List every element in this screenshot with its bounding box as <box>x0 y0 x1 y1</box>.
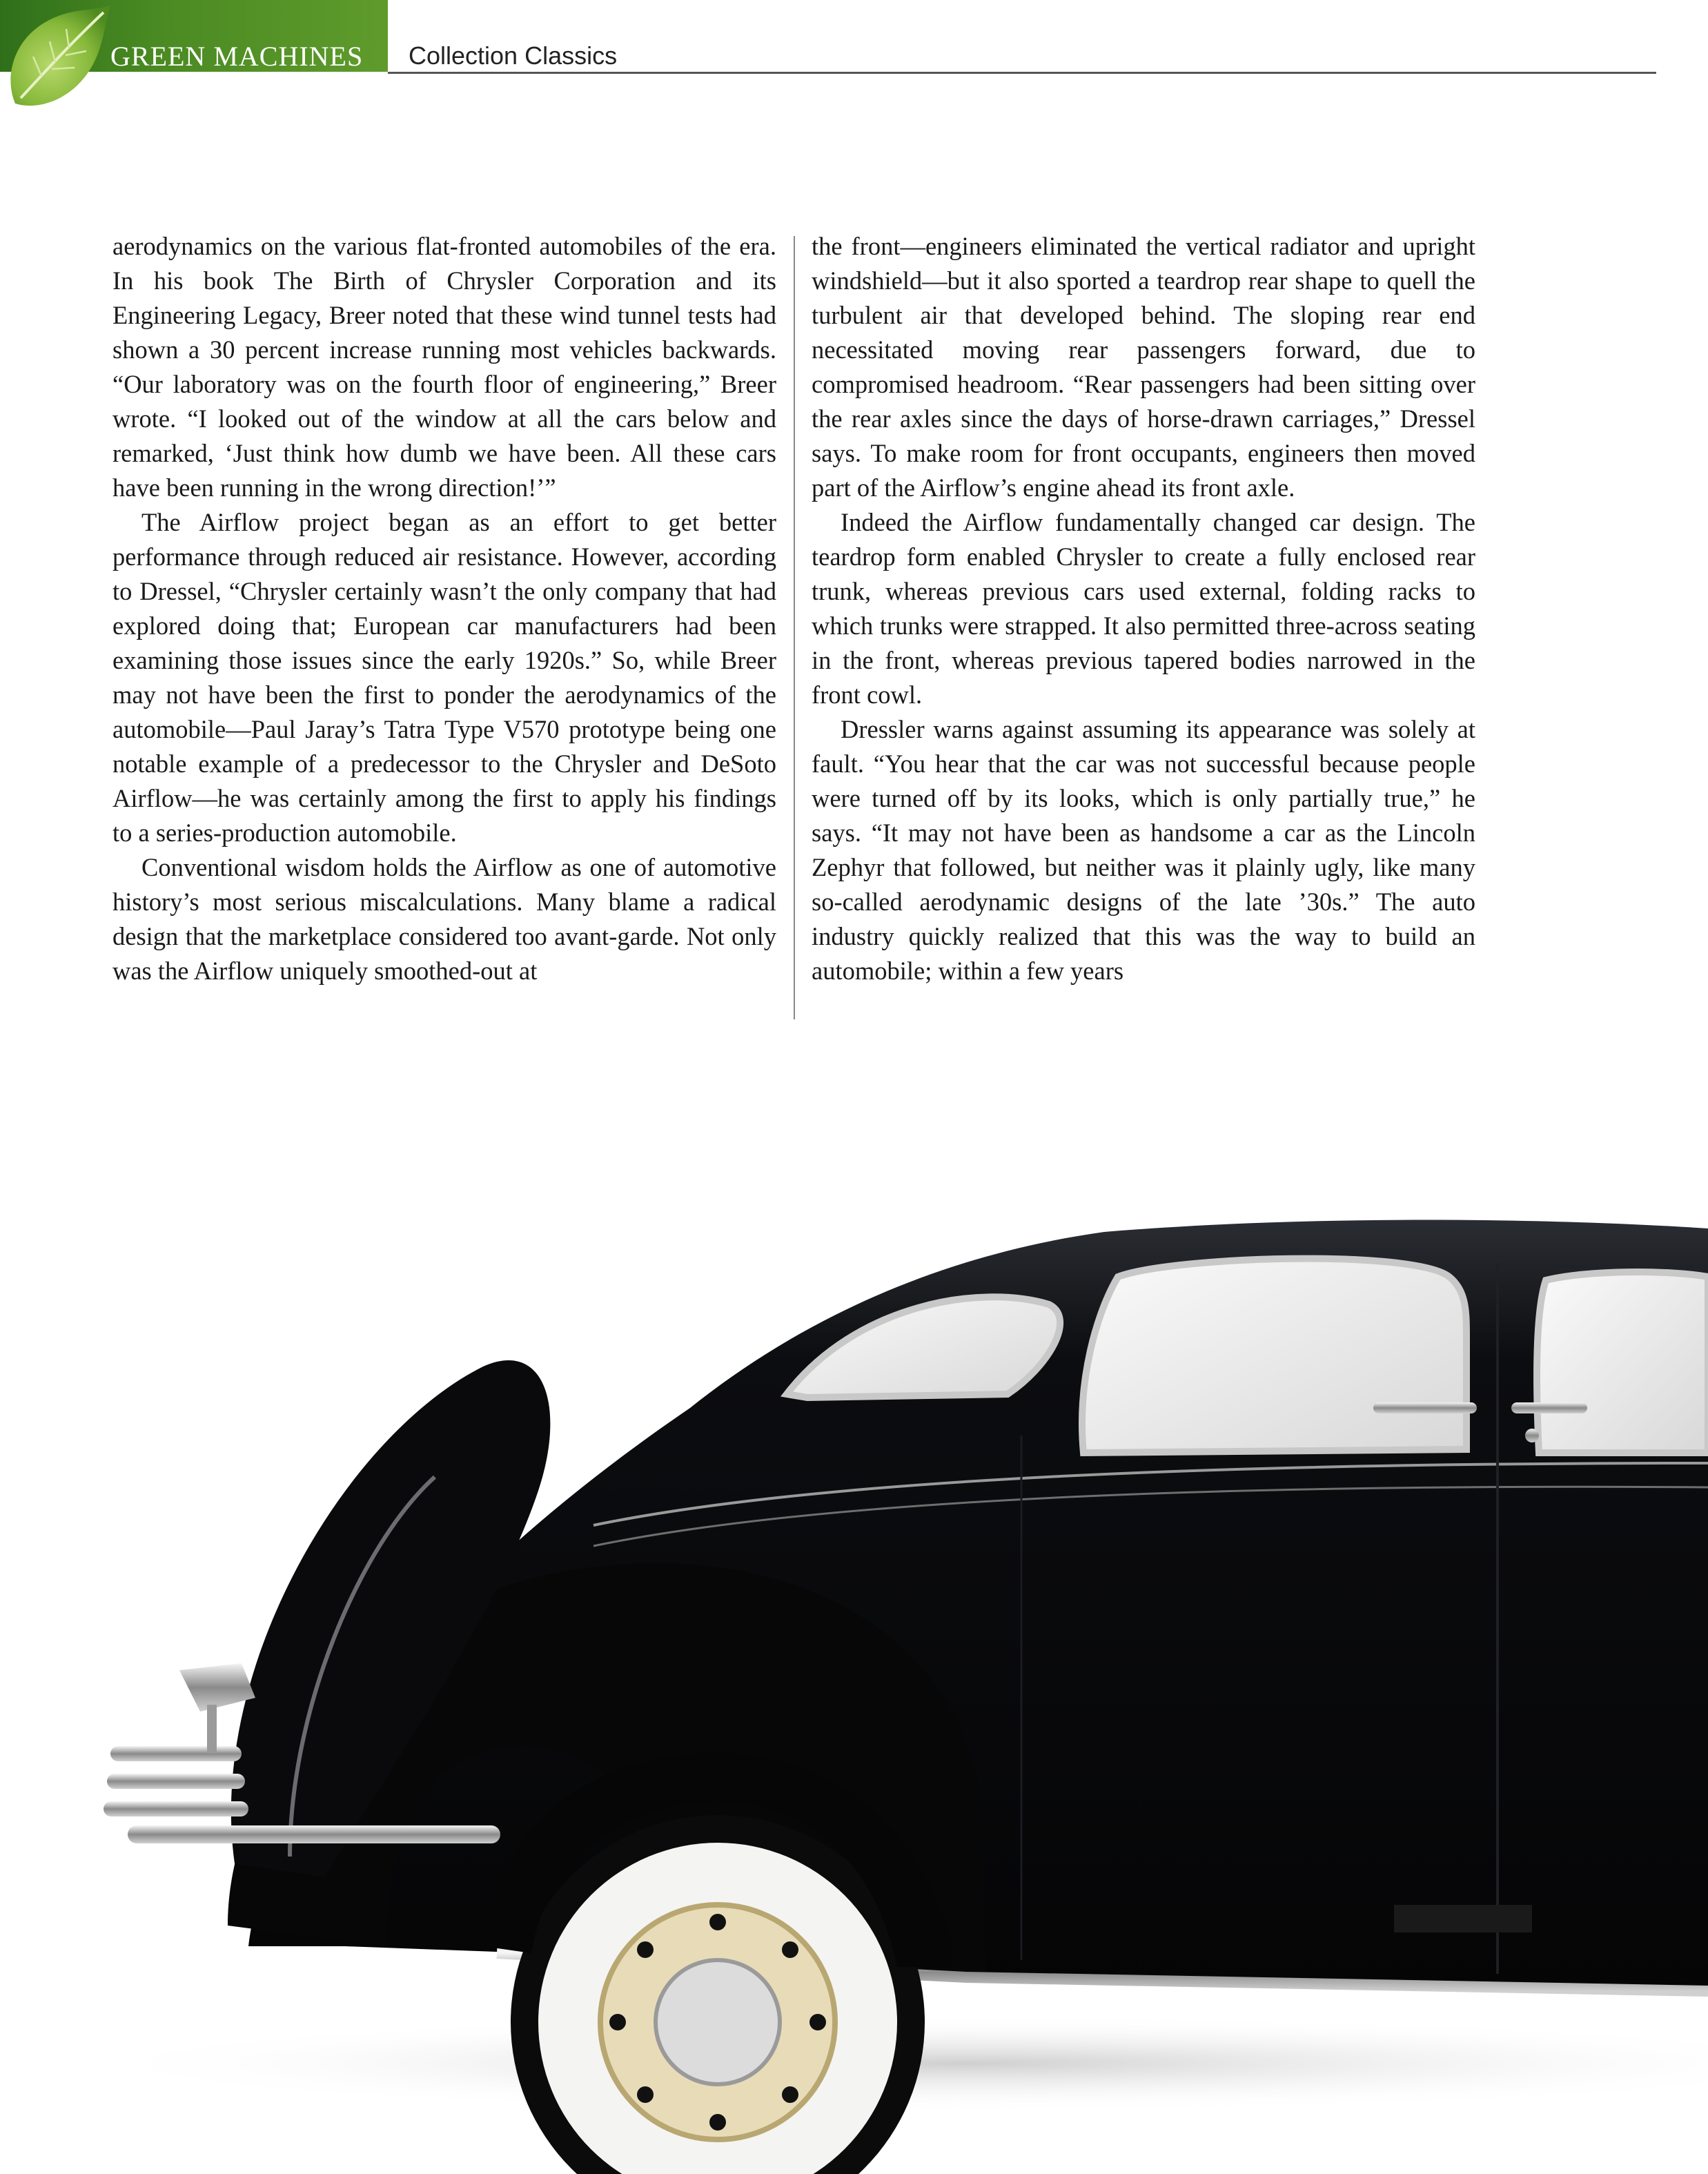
door-handle-front <box>1511 1402 1587 1413</box>
page-header <box>0 0 1708 110</box>
header-rule <box>388 72 1656 74</box>
paragraph: the front—engineers eliminated the vertical radiator and upright windshield—but it also sported a teardrop rear shape to quell the turbulent air that developed behind. The sloping rear end necessitated moving rear passengers forward, due to compromised headroom. “Rear passengers had been sitting over the rear axles since the days of horse-drawn carriages,” Dressel says. To make room for front occupants, engineers then moved part of the Airflow’s engine ahead its front axle. <box>812 232 1475 502</box>
paragraph: The Airflow project began as an effort to get better performance through reduced air resistance. However, according to Dressel, “Chrysler certainly wasn’t the only company that had explored doing that; European car manufacturers had been examining those issues since the early 1920s.” So, while Breer may not have been the first to ponder the aerodynamics of the automobile—Paul Jaray’s Tatra Type V570 prototype being one notable example of a predecessor to the Chrysler and DeSoto Airflow—he was certainly among the first to apply his findings to a series-production automobile. <box>112 508 776 847</box>
column-divider <box>794 236 795 1019</box>
paragraph: aerodynamics on the various flat-fronted automobiles of the era. In his book The Birth of Chrysler Corporation and its Engineering Legacy, Breer noted that these wind tunnel tests had shown a 30 percent increase running most vehicles backwards. “Our laboratory was on the fourth floor of engineering,” Breer wrote. “I looked out of the window at all the cars below and remarked, ‘Just think how dumb we have been. All these cars have been running in the wrong direction!’” <box>112 232 776 502</box>
paragraph: Dressler warns against assuming its appearance was solely at fault. “You hear that the car was not successful because people were turned off by its looks, which is only partially true,” he says. “It may not have been as handsome a car as the Lincoln Zephyr that followed, but neither was it plainly ugly, like many so-called aerodynamic designs of the late ’30s.” The auto industry quickly realized that this was the way to build an automobile; within a few years <box>812 715 1475 985</box>
article-column-left <box>112 229 776 988</box>
tail-light <box>179 1663 255 1712</box>
rear-door-window <box>1082 1259 1466 1453</box>
brand-title: GREEN MACHINES <box>110 41 364 72</box>
exhaust-pipe <box>1394 1905 1532 1932</box>
article-column-right <box>812 229 1475 988</box>
leaf-icon <box>0 0 117 114</box>
tail-light-stem <box>207 1705 217 1753</box>
paragraph: Indeed the Airflow fundamentally changed car design. The teardrop form enabled Chrysler to create a fully enclosed rear trunk, whereas previous cars used external, folding racks to which trunks were strapped. It also permitted three-across seating in the front, whereas previous tapered bodies narrowed in the front cowl. <box>812 508 1475 709</box>
door-lock <box>1525 1429 1539 1442</box>
front-door-window <box>1537 1272 1708 1453</box>
paragraph: Conventional wisdom holds the Airflow as one of automotive history’s most serious miscalculations. Many blame a radical design that the marketplace considered too avant-garde. Not only was the Airflow uniquely smoothed-out at <box>112 853 776 985</box>
car-photo <box>0 1049 1708 2174</box>
door-handle <box>1373 1402 1477 1413</box>
section-label: Collection Classics <box>409 41 618 70</box>
